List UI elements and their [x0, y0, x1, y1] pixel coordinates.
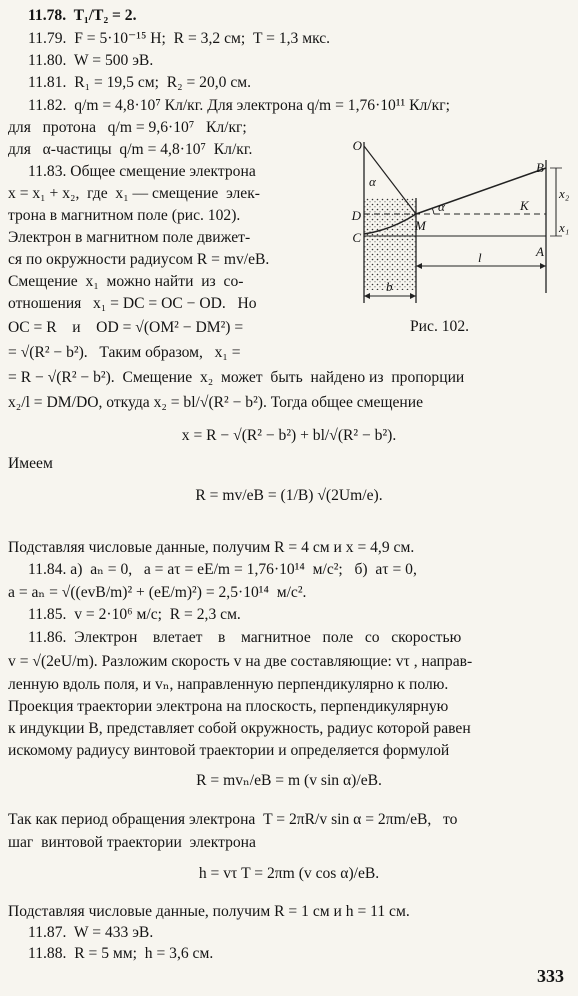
formula-total-shift: x = R − √(R² − b²) + bl/√(R² − b²). — [181, 427, 397, 444]
label-d: D — [351, 208, 361, 223]
text-line: x₂/l = DM/DO, откуда x₂ = bl/√(R² − b²). Тогда общее смещение — [8, 394, 424, 411]
text-line: x = x₁ + x₂, где x₁ — смещение элек- — [8, 185, 260, 202]
text-line: ленную вдоль поля, и vₙ, направленную перпендикулярно к полю. — [8, 676, 449, 693]
label-a: A — [536, 244, 544, 259]
answer-11-78: 11.78. T₁/T₂ = 2. — [28, 7, 137, 24]
text-line: OC = R и OD = √(OM² − DM²) = — [8, 319, 244, 336]
label-b: B — [536, 160, 544, 175]
text-line: Электрон в магнитном поле движет- — [8, 229, 251, 246]
answer-11-86: 11.86. Электрон влетает в магнитное поле со скоростью — [28, 629, 462, 646]
formula-helix-step: h = vτ T = 2πm (v cos α)/eB. — [198, 865, 380, 882]
magnetic-field-region — [364, 198, 416, 290]
figure-caption: Рис. 102. — [410, 318, 470, 335]
answer-11-87: 11.87. W = 433 эВ. — [28, 924, 154, 941]
text-line: Проекция траектории электрона на плоскость, перпендикулярную — [8, 698, 449, 715]
label-b-width: b — [386, 279, 393, 294]
text-line: трона в магнитном поле (рис. 102). — [8, 207, 241, 224]
text-line: шаг винтовой траектории электрона — [8, 834, 256, 851]
text-line: Так как период обращения электрона T = 2πR/v sin α = 2πm/eB, то — [8, 811, 458, 828]
answer-11-84: 11.84. а) aₙ = 0, a = aτ = eE/m = 1,76·10¹⁴ м/с²; б) aτ = 0, — [28, 561, 417, 578]
text-line: = √(R² − b²). Таким образом, x₁ = — [8, 344, 241, 361]
label-c: C — [352, 230, 361, 245]
answer-11-82: 11.82. q/m = 4,8·10⁷ Кл/кг. Для электрона q/m = 1,76·10¹¹ Кл/кг; — [28, 97, 450, 114]
label-o: O — [352, 138, 362, 153]
text-line: для протона q/m = 9,6·10⁷ Кл/кг; — [8, 119, 247, 136]
text-line: Подставляя числовые данные, получим R = 4 см и x = 4,9 см. — [8, 539, 415, 556]
text-line: Подставляя числовые данные, получим R = 1 см и h = 11 см. — [8, 903, 410, 920]
answer-11-80: 11.80. W = 500 эВ. — [28, 52, 154, 69]
text-line: a = aₙ = √((evB/m)² + (eE/m)²) = 2,5·10¹⁴ м/с². — [8, 584, 307, 601]
formula-helix-radius: R = mvₙ/eB = m (v sin α)/eB. — [196, 772, 382, 789]
text-line: Смещение x₁ можно найти из со- — [8, 273, 244, 290]
text-line: = R − √(R² − b²). Смещение x₂ может быть найдено из пропорции — [8, 369, 465, 386]
answer-11-83: 11.83. Общее смещение электрона — [28, 163, 256, 180]
text-line: к индукции B, представляет собой окружность, радиус которой равен — [8, 720, 471, 737]
label-alpha-o: α — [369, 174, 376, 189]
answer-11-85: 11.85. v = 2·10⁶ м/с; R = 2,3 см. — [28, 606, 241, 623]
text-line: ся по окружности радиусом R = mv/eB. — [8, 251, 270, 268]
angle-alpha-m — [432, 208, 434, 214]
page-number: 333 — [537, 966, 564, 986]
text-line: искомому радиусу винтовой траектории и определяется формулой — [8, 742, 450, 759]
answer-11-79: 11.79. F = 5·10⁻¹⁵ Н; R = 3,2 см; T = 1,3 мкс. — [28, 30, 331, 47]
label-m: M — [415, 218, 426, 233]
answer-11-81: 11.81. R₁ = 19,5 см; R₂ = 20,0 см. — [28, 74, 252, 91]
label-alpha-m: α — [438, 199, 445, 214]
label-k: K — [520, 198, 529, 213]
answer-11-88: 11.88. R = 5 мм; h = 3,6 см. — [28, 945, 214, 962]
label-l: l — [478, 250, 482, 265]
formula-radius: R = mv/eB = (1/B) √(2Um/e). — [195, 487, 383, 504]
label-x2: x₂ — [559, 186, 570, 201]
text-line: отношения x₁ = DC = OC − OD. Но — [8, 295, 257, 312]
text-line: v = √(2eU/m). Разложим скорость v на две составляющие: vτ , направ- — [8, 653, 473, 670]
text-line: Имеем — [8, 455, 53, 472]
label-x1: x₁ — [559, 220, 570, 235]
figure-102 — [336, 138, 572, 310]
text-line: для α-частицы q/m = 4,8·10⁷ Кл/кг. — [8, 141, 253, 158]
